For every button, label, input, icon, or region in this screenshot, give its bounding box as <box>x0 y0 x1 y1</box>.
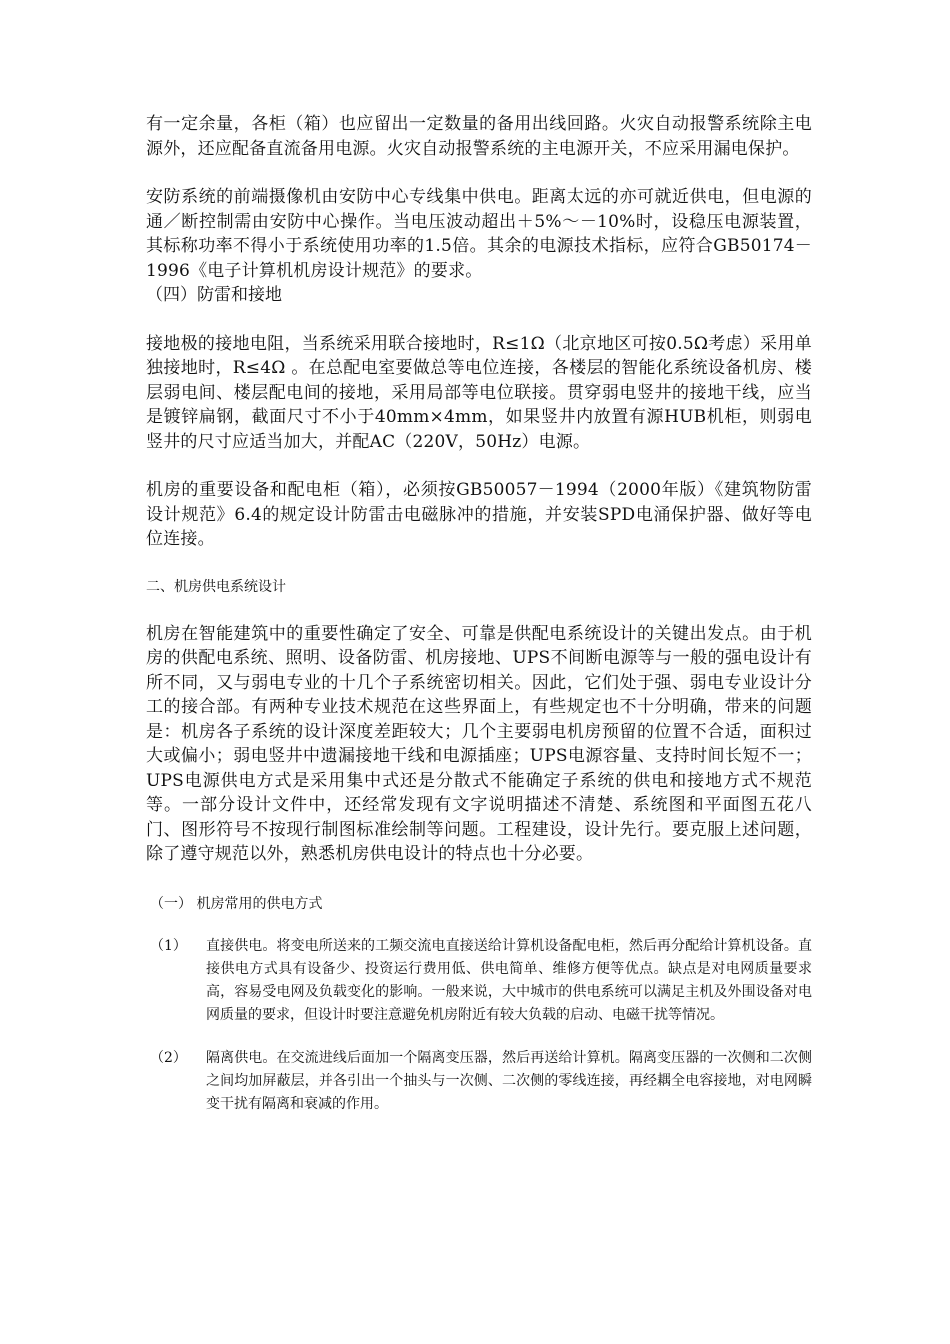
list-item-text: 隔离供电。在交流进线后面加一个隔离变压器，然后再送给计算机。隔离变压器的一次侧和二次侧之间均加屏蔽层，并各引出一个抽头与一次侧、二次侧的零线连接，再经耦全电容接地，对电网瞬变干扰有隔离和衰减的作用。 <box>206 1049 812 1112</box>
paragraph-fire-alarm-power: 有一定余量，各柜（箱）也应留出一定数量的备用出线回路。火灾自动报警系统除主电源外，还应配备直流备用电源。火灾自动报警系统的主电源开关，不应采用漏电保护。 <box>146 114 812 159</box>
list-item-text: 直接供电。将变电所送来的工频交流电直接送给计算机设备配电柜，然后再分配给计算机设备。直接供电方式具有设备少、投资运行费用低、供电简单、维修方便等优点。缺点是对电网质量要求高，容易受电网及负载变化的影响。一般来说，大中城市的供电系统可以满足主机及外围设备对电网质量的要求，但设计时要注意避免机房附近有较大负载的启动、电磁干扰等情况。 <box>206 937 812 1023</box>
paragraph-grounding-resistance: 接地极的接地电阻，当系统采用联合接地时，R≤1Ω（北京地区可按0.5Ω考虑）采用单独接地时，R≤4Ω 。在总配电室要做总等电位连接，各楼层的智能化系统设备机房、楼层弱电间、楼层配电间的接地，采用局部等电位联接。贯穿弱电竖井的接地干线，应当是镀锌扁钢，截面尺寸不小于40mm×4mm，如果竖井内放置有源HUB机柜，则弱电竖井的尺寸应适当加大，并配AC（220V，50Hz）电源。 <box>146 333 812 452</box>
paragraph-machine-room-importance: 机房在智能建筑中的重要性确定了安全、可靠是供配电系统设计的关键出发点。由于机房的供配电系统、照明、设备防雷、机房接地、UPS不间断电源等与一般的强电设计有所不同，又与弱电专业的十几个子系统密切相关。因此，它们处于强、弱电专业设计分工的接合部。有两种专业技术规范在这些界面上，有些规定也不十分明确，带来的问题是：机房各子系统的设计深度差距较大；几个主要弱电机房预留的位置不合适，面积过大或偏小；弱电竖井中遗漏接地干线和电源插座；UPS电源容量、支持时间长短不一；UPS电源供电方式是采用集中式还是分散式不能确定子系统的供电和接地方式不规范等。一部分设计文件中，还经常发现有文字说明描述不清楚、系统图和平面图五花八门、图形符号不按现行制图标准绘制等问题。工程建设，设计先行。要克服上述问题，除了遵守规范以外，熟悉机房供电设计的特点也十分必要。 <box>146 623 812 864</box>
list-item-number: （2） <box>150 1049 187 1066</box>
list-item-number: （1） <box>150 937 187 954</box>
paragraph-security-power: 安防系统的前端摄像机由安防中心专线集中供电。距离太远的亦可就近供电，但电源的通／断控制需由安防中心操作。当电压波动超出＋5%～－10%时，设稳压电源装置，其标称功率不得小于系统使用功率的1.5倍。其余的电源技术指标，应符合GB50174－1996《电子计算机机房设计规范》的要求。 <box>146 187 812 281</box>
heading-lightning-grounding: （四）防雷和接地 <box>146 285 282 305</box>
paragraph-lightning-protection: 机房的重要设备和配电柜（箱），必须按GB50057－1994（2000年版）《建筑物防雷设计规范》6.4的规定设计防雷击电磁脉冲的措施，并安装SPD电涌保护器、做好等电位连接。 <box>146 480 812 549</box>
subheading-supply-methods: （一） 机房常用的供电方式 <box>150 895 323 912</box>
list-item <box>146 1047 812 1116</box>
list-item <box>146 935 812 1027</box>
section-heading-power-supply-design: 二、机房供电系统设计 <box>146 578 286 595</box>
